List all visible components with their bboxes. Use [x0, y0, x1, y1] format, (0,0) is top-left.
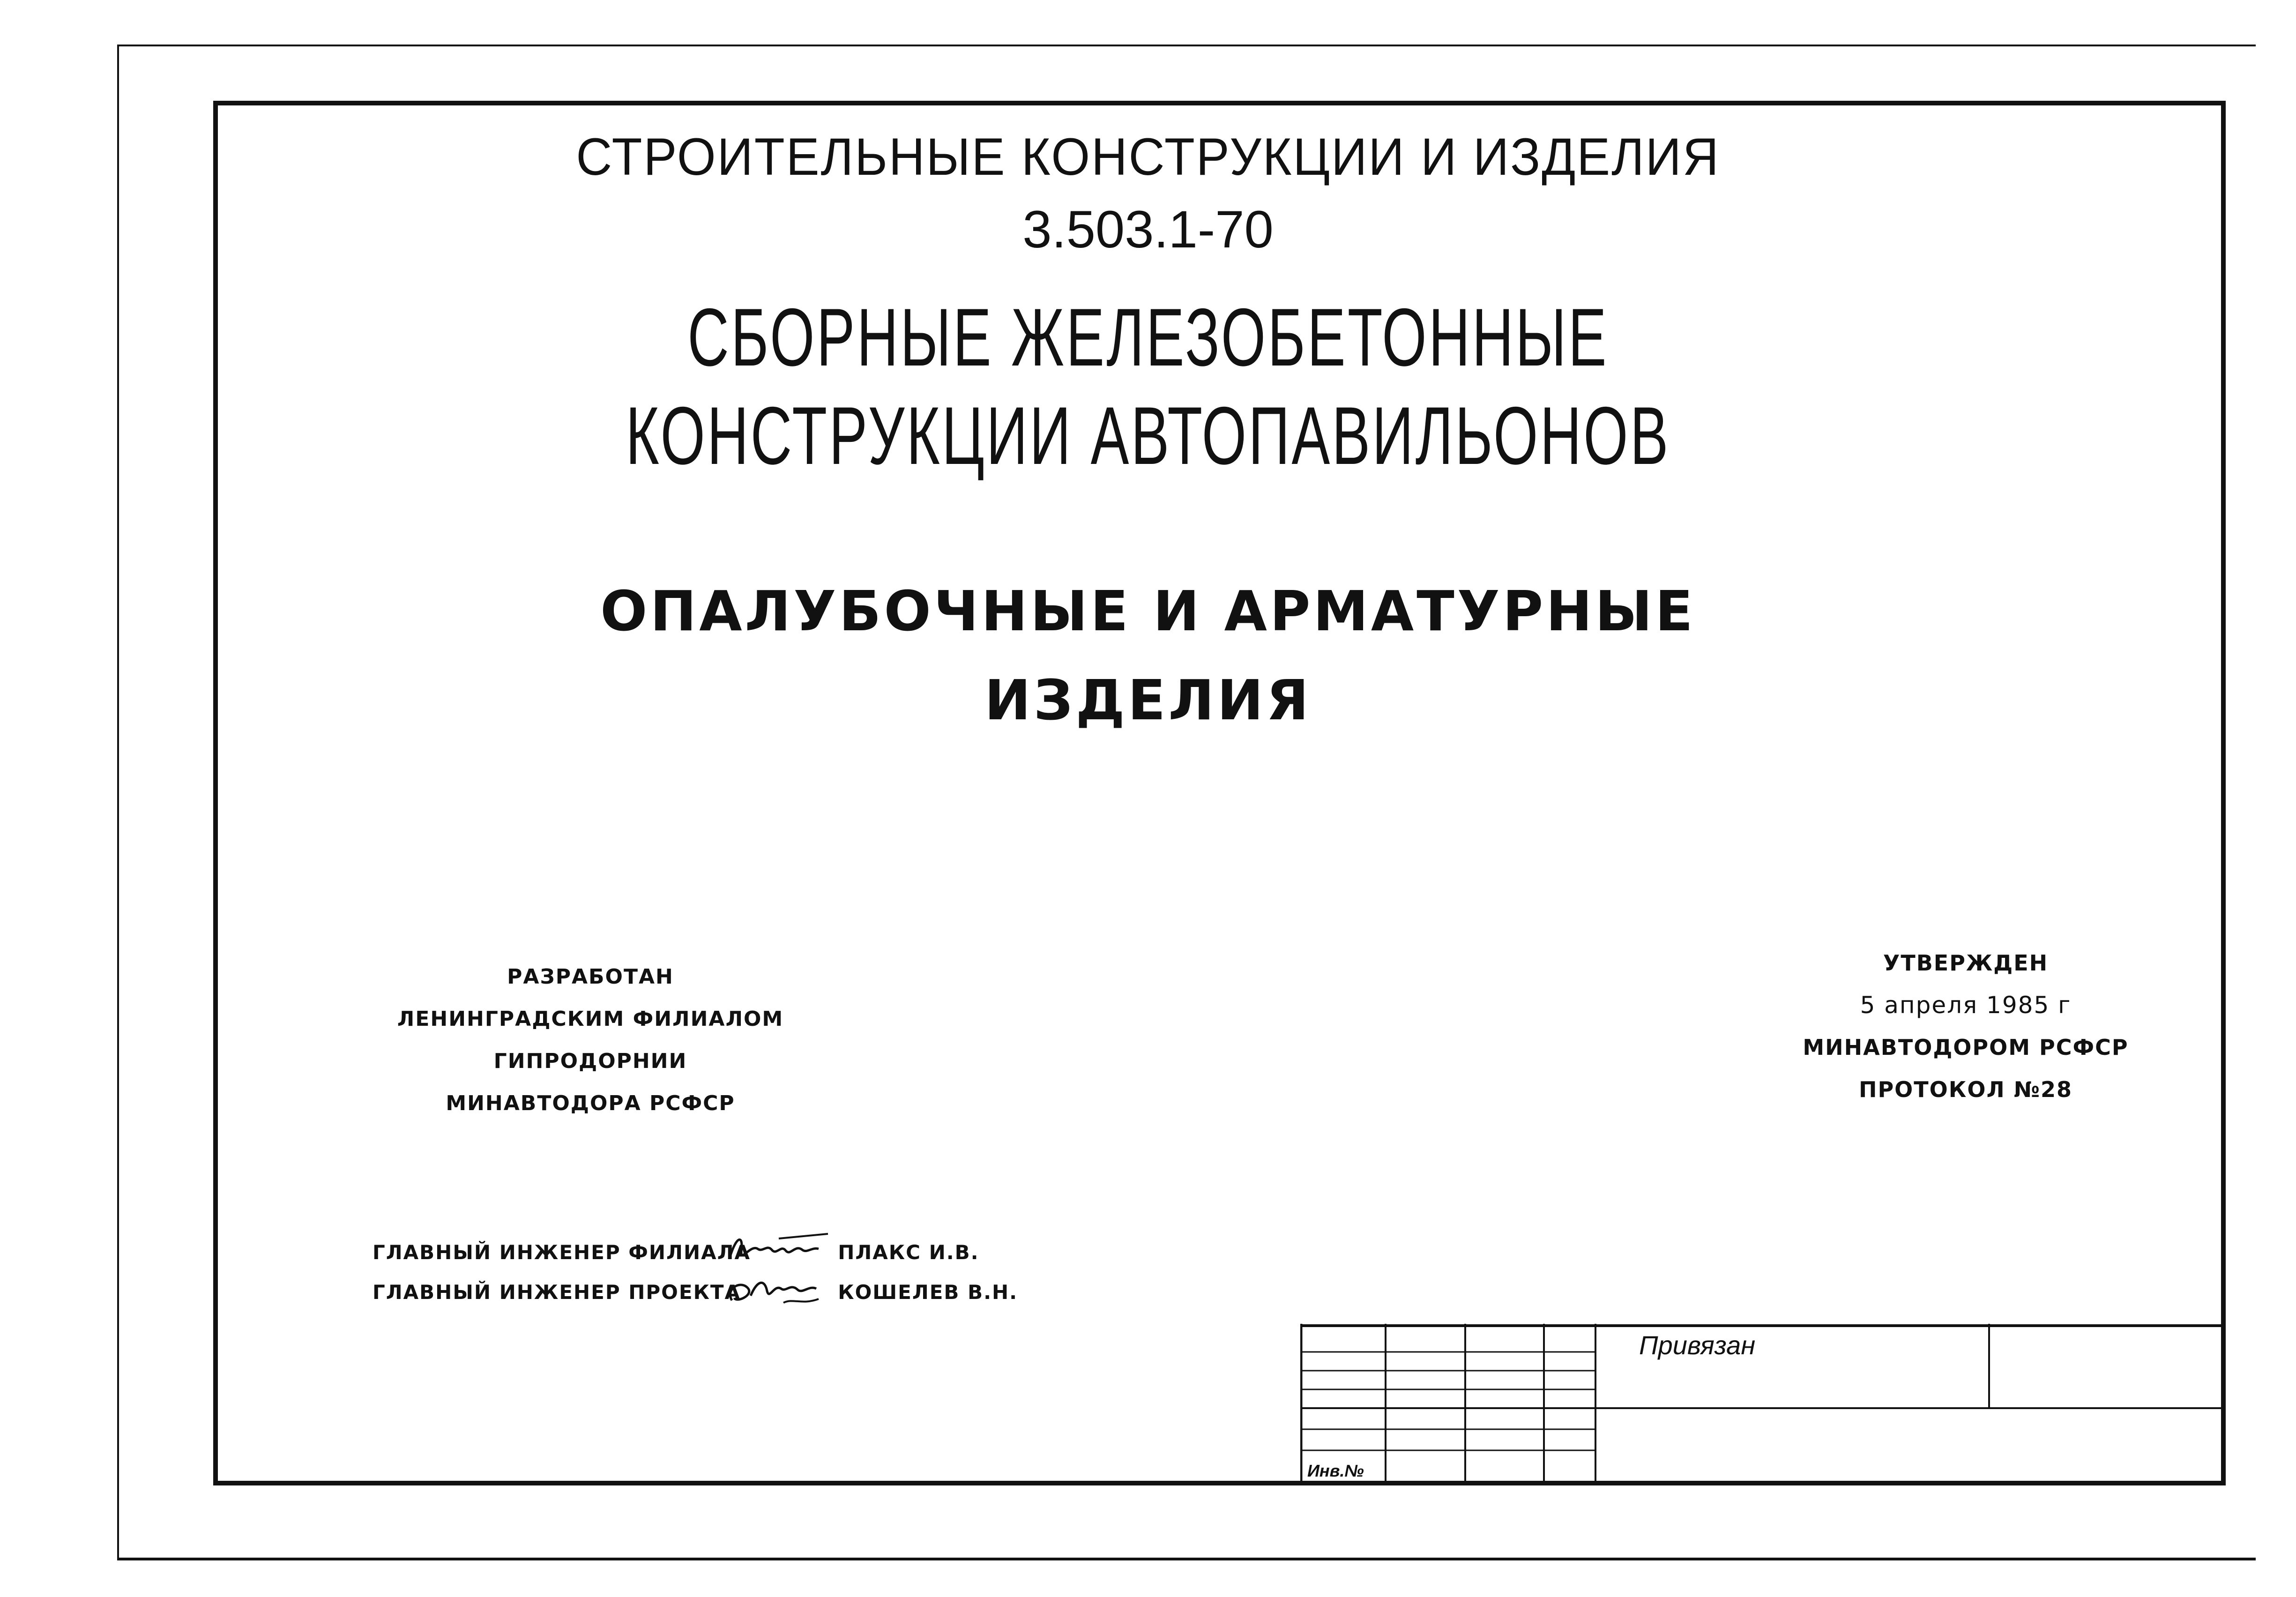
approved-heading: УТВЕРЖДЕН: [1883, 950, 2049, 976]
developed-org-line-3: МИНАВТОДОРА РСФСР: [446, 1091, 735, 1115]
subtitle-line-2: ИЗДЕЛИЯ: [984, 668, 1312, 732]
developed-heading: РАЗРАБОТАН: [507, 965, 674, 989]
main-title-line-2: КОНСТРУКЦИИ АВТОПАВИЛЬОНОВ: [626, 390, 1670, 482]
signature-name: КОШЕЛЕВ В.Н.: [838, 1280, 1018, 1304]
developed-by-block: [375, 956, 806, 1125]
stamp-inventory-label: Инв.№: [1307, 1461, 1364, 1480]
approved-protocol: ПРОТОКОЛ №28: [1858, 1077, 2073, 1102]
approved-org: МИНАВТОДОРОМ РСФСР: [1803, 1035, 2129, 1060]
signature-row-chief-engineer-project: [373, 1270, 1018, 1317]
main-title-line-1: СБОРНЫЕ ЖЕЛЕЗОБЕТОННЫЕ: [687, 292, 1609, 383]
stamp-bound-label: Привязан: [1639, 1330, 1756, 1360]
signature-role: ГЛАВНЫЙ ИНЖЕНЕР ФИЛИАЛА: [373, 1240, 751, 1264]
series-code: 3.503.1-70: [1022, 200, 1274, 259]
handwritten-signature: [723, 1270, 830, 1317]
stamp-table: [1300, 1324, 2226, 1485]
developed-org-line-1: ЛЕНИНГРАДСКИМ ФИЛИАЛОМ: [397, 1007, 784, 1031]
approved-block: [1762, 942, 2169, 1111]
signature-name: ПЛАКС И.В.: [838, 1240, 979, 1264]
subtitle-line-1: ОПАЛУБОЧНЫЕ И АРМАТУРНЫЕ: [600, 579, 1696, 643]
signature-role: ГЛАВНЫЙ ИНЖЕНЕР ПРОЕКТА: [373, 1280, 741, 1304]
developed-org-line-2: ГИПРОДОРНИИ: [493, 1049, 687, 1073]
series-title: СТРОИТЕЛЬНЫЕ КОНСТРУКЦИИ И ИЗДЕЛИЯ: [576, 127, 1720, 186]
approved-date: 5 апреля 1985 г: [1860, 992, 2072, 1019]
